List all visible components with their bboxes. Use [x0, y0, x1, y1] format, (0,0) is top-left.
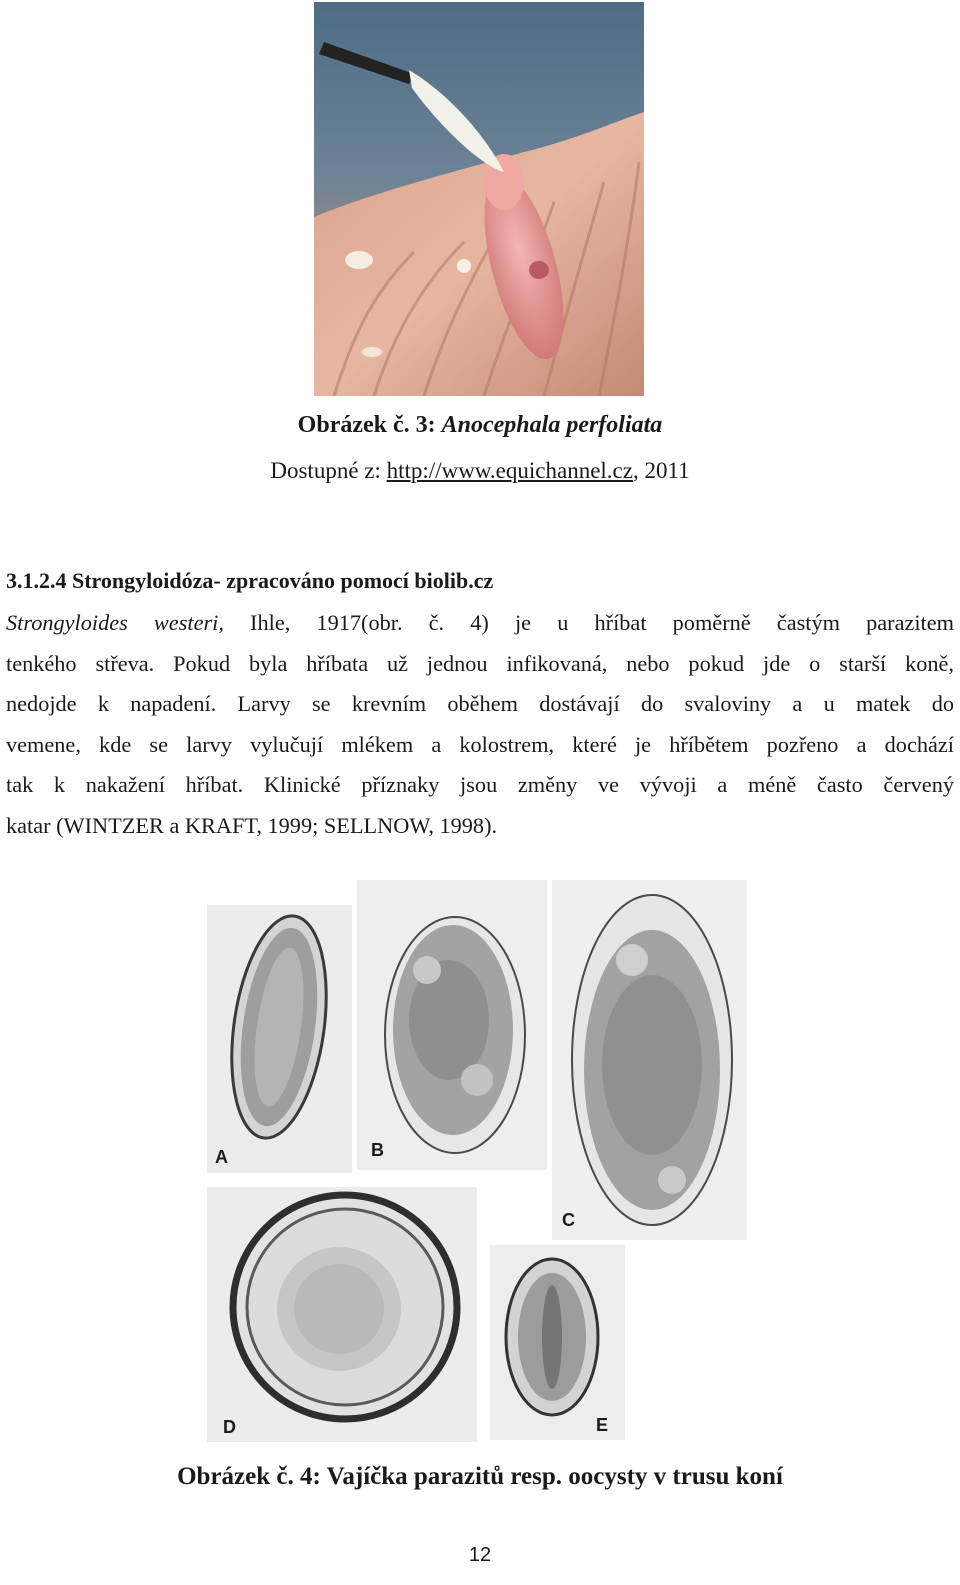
section-heading: 3.1.2.4 Strongyloidóza- zpracováno pomocí biolib.cz [6, 568, 494, 593]
figure-3-caption [0, 410, 960, 440]
panel-label-d: D [223, 1417, 236, 1437]
source-year: , 2011 [632, 458, 690, 483]
section-paragraph [6, 603, 954, 847]
panel-label-b: B [371, 1140, 384, 1160]
figure-4-caption: Obrázek č. 4: Vajíčka parazitů resp. oocysty v trusu koní [177, 1463, 783, 1490]
micrograph-b [357, 880, 547, 1170]
micrograph-a [207, 905, 352, 1173]
micrograph-e [490, 1245, 625, 1440]
panel-label-a: A [215, 1147, 228, 1167]
figure-3-source [0, 456, 960, 486]
paragraph-line-text: Ihle, 1917(obr. č. 4) je u hříbat poměrně častým parazitem [223, 610, 954, 635]
figure-3-label: Obrázek č. 3: [297, 412, 436, 438]
panel-label-e: E [596, 1415, 609, 1435]
species-name: Strongyloides westeri, [6, 610, 224, 635]
paragraph-line: tenkého střeva. Pokud byla hříbata už jednou infikovaná, nebo pokud jde o starší koně, [6, 650, 954, 676]
page-number: 12 [468, 1544, 492, 1566]
paragraph-line: katar (WINTZER a KRAFT, 1999; SELLNOW, 1998). [6, 812, 498, 838]
figure-3-photo [314, 2, 644, 396]
micrograph-c [552, 880, 747, 1240]
paragraph-line: nedojde k napadení. Larvy se krevním oběhem dostávají do svaloviny a u matek do [6, 691, 954, 717]
paragraph-line [6, 603, 954, 644]
panel-label-c: C [562, 1210, 575, 1230]
figure-3-species: Anocephala perfoliata [441, 412, 663, 438]
paragraph-line: tak k nakažení hříbat. Klinické příznaky jsou změny ve vývoji a méně často červený [6, 772, 954, 798]
source-prefix: Dostupné z: [270, 458, 381, 483]
micrograph-d [207, 1187, 477, 1442]
paragraph-line: vemene, kde se larvy vylučují mlékem a kolostrem, které je hříbětem pozřeno a dochází [6, 731, 954, 757]
source-link[interactable]: http://www.equichannel.cz [386, 458, 633, 483]
